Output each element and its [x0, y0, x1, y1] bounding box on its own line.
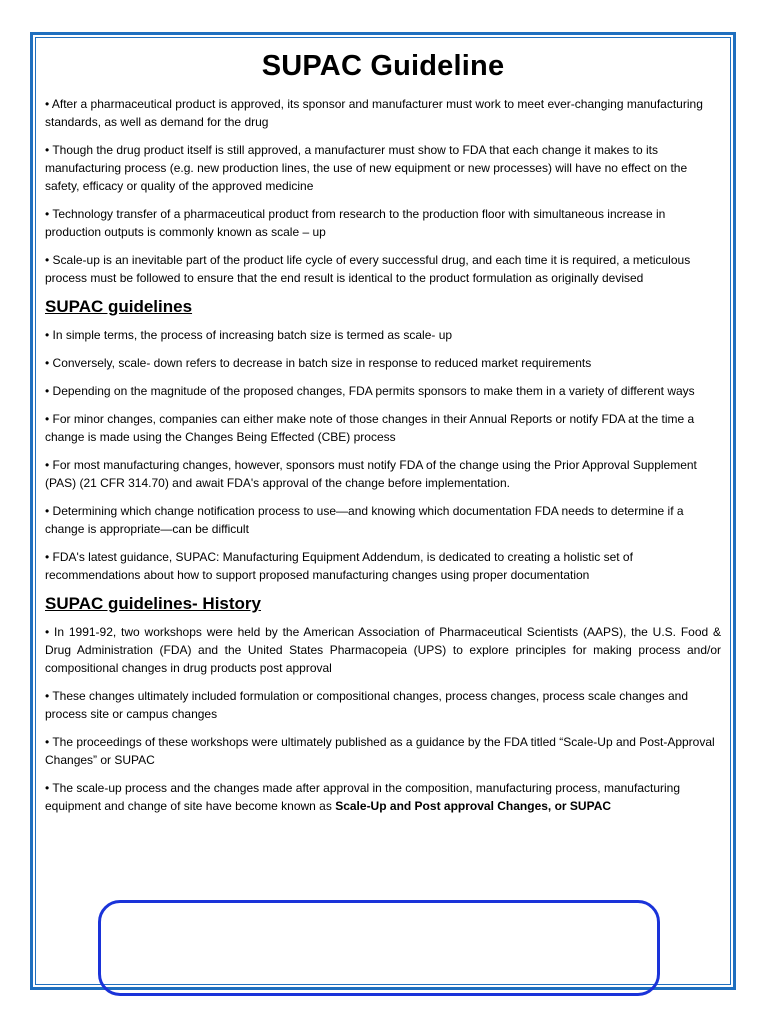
guidelines-paragraph-6: • Determining which change notification process to use—and knowing which documentation FDA needs to determine if a change is appropriate—can be difficult	[45, 504, 684, 536]
intro-paragraph-4: • Scale-up is an inevitable part of the product life cycle of every successful drug, and each time it is required, a meticulous process must be followed to ensure that the end result is identical to the product formulation as originally devised	[45, 253, 691, 285]
page-title: SUPAC Guideline	[261, 50, 505, 82]
intro-paragraph-1: • After a pharmaceutical product is approved, its sponsor and manufacturer must work to meet ever-changing manufacturing standards, as well as demand for the drug	[45, 97, 703, 129]
guidelines-paragraph-4: • For minor changes, companies can either make note of those changes in their Annual Reports or notify FDA at the time a change is made using the Changes Being Effected (CBE) process	[45, 412, 695, 444]
document-body	[45, 50, 721, 825]
history-paragraph-4	[45, 779, 721, 815]
history-paragraph-4-text: • The scale-up process and the changes made after approval in the composition, manufacturing process, manufacturing equipment and change of site have become known as	[45, 781, 681, 813]
history-paragraph-1: • In 1991-92, two workshops were held by the American Association of Pharmaceutical Scientists (AAPS), the U.S. Food & Drug Administration (FDA) and the United States Pharmacopeia (UPS) to explore principles for making process and/or compositional changes in drug products post approval	[45, 625, 721, 675]
guidelines-paragraph-5: • For most manufacturing changes, however, sponsors must notify FDA of the change using the Prior Approval Supplement (PAS) (21 CFR 314.70) and await FDA's approval of the change before implementation.	[45, 458, 697, 490]
intro-paragraph-3: • Technology transfer of a pharmaceutical product from research to the production floor with simultaneous increase in production outputs is commonly known as scale – up	[45, 207, 666, 239]
guidelines-paragraph-3: • Depending on the magnitude of the proposed changes, FDA permits sponsors to make them in a variety of different ways	[45, 384, 695, 398]
section-heading-supac-guidelines: SUPAC guidelines	[45, 297, 193, 316]
history-paragraph-2: • These changes ultimately included formulation or compositional changes, process changes, process scale changes and process site or campus changes	[45, 689, 689, 721]
history-paragraph-3: • The proceedings of these workshops were ultimately published as a guidance by the FDA titled “Scale-Up and Post-Approval Changes” or SUPAC	[45, 735, 715, 767]
highlight-box	[98, 900, 660, 996]
section-heading-history: SUPAC guidelines- History	[45, 594, 261, 613]
guidelines-paragraph-7: • FDA's latest guidance, SUPAC: Manufacturing Equipment Addendum, is dedicated to creating a holistic set of recommendations about how to support proposed manufacturing changes using proper documentation	[45, 550, 633, 582]
supac-definition-bold: Scale-Up and Post approval Changes, or SUPAC	[335, 799, 612, 813]
intro-paragraph-2: • Though the drug product itself is still approved, a manufacturer must show to FDA that each change it makes to its manufacturing process (e.g. new production lines, the use of new equipment or new processes) will have no effect on the safety, efficacy or quality of the approved medicine	[45, 143, 688, 193]
guidelines-paragraph-2: • Conversely, scale- down refers to decrease in batch size in response to reduced market requirements	[45, 356, 592, 370]
guidelines-paragraph-1: • In simple terms, the process of increasing batch size is termed as scale- up	[45, 328, 453, 342]
